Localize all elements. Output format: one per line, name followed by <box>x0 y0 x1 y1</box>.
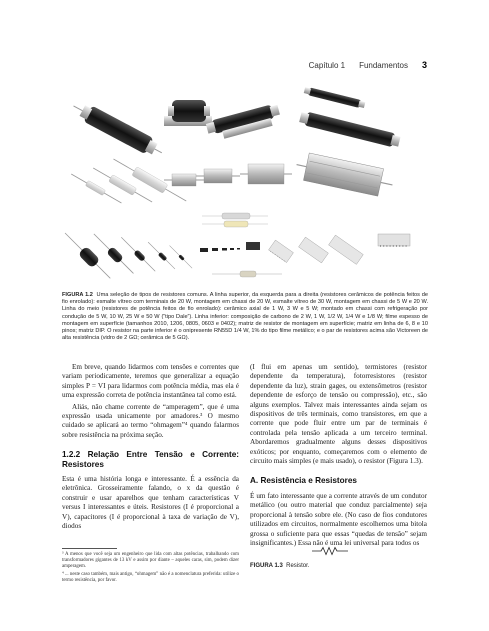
section-label: Fundamentos <box>359 61 408 70</box>
vitreous-enamel-20w-resistor <box>69 98 166 161</box>
figure-1-3-caption <box>250 563 309 569</box>
figure-1-2-text: Uma seleção de tipos de resistores comuns. A linha superior, da esquerda para a direita (resistores cerâmicos de potência feitos de fio enrolado): esmalte vítreo com terminais de 20 W, montagem em chassi de 20 W, esmalte vítreo de 30 W, montagem em chassi de 5 W e 20 W. Linha do meio (resistores de potência feitos de fio enrolado): cerâmico axial de 1 W, 3 W e 5 W; montado em chassi com refrigeração por condução de 5 W, 10 W, 25 W e 50 W (“tipo Dale”). Linha inferior: composição de carbono de 2 W, 1 W, 1/2 W, 1/4 W e 1/8 W; filme espesso de montagem em superfície (tamanhos 2010, 1206, 0805, 0603 e 0402); matriz de resistor de montagem em superfície; matriz em linha de 6, 8 e 10 pinos; matriz DIP. O resistor na parte inferior é o onipresente RN55D 1/4 W, 1% do tipo filme metálico; e o par de resistores acima são Victoreen de alta resistência (vidro de 2 GΩ; cerâmica de 5 GΩ). <box>62 292 428 342</box>
page-number: 3 <box>421 60 427 70</box>
victoreen-resistor-pair <box>202 213 268 227</box>
carbon-composition-1w-resistor <box>91 231 137 277</box>
dale-10w-resistor <box>196 169 240 183</box>
carbon-composition-quarter-watt-resistor <box>147 241 177 271</box>
vitreous-enamel-30w-resistor <box>205 103 282 142</box>
paragraph-amperage: Aliás, não chame corrente de “amperagem”, que é uma expressão usada unicamente por amadores.³ O mesmo cuidado se aplicará ao termo “ohmagem”⁴ quando falarmos sobre resistência na próxima seção. <box>62 402 239 439</box>
paragraph-ohm-law: É um fato interessante que a corrente através de um condutor metálico (ou outro material que conduz parcialmente) seja proporcional à tensão sobre ele. (No caso de fios condutores utilizados em circuitos, normalmente escolhemos uma bitola grossa o suficiente para que essas “quedas de tensão” sejam insignificantes.) Essa não é uma lei universal para todos os <box>250 491 427 547</box>
chassis-mount-20w-wide-resistor <box>299 110 401 148</box>
figure-1-2-label: FIGURA 1.2 <box>62 292 93 298</box>
figure-1-3-label: FIGURA 1.3 <box>250 563 283 569</box>
paragraph-history: Esta é uma história longa e interessante. É a essência da eletrônica. Grosseiramente falando, o x da questão é construir e usar aparelhos que tenham características V versus I interessantes e úteis. Resistores (I é proporcional a V), capacitores (I é proporcional à taxa de variação de V), diodos <box>62 475 239 531</box>
chassis-mount-5w-resistor <box>304 86 366 109</box>
section-heading-1-2-2: 1.2.2 Relação Entre Tensão e Corrente: Resistores <box>62 450 239 469</box>
resistor-assortment-photo <box>62 80 426 286</box>
carbon-composition-2w-resistor <box>62 229 115 283</box>
footnote-rule <box>62 548 117 549</box>
surface-mount-resistor-array <box>246 242 260 250</box>
figure-1-2-caption <box>62 292 428 342</box>
dale-50w-resistor <box>294 151 396 199</box>
paragraph-devices: (I flui em apenas um sentido), termistores (resistor dependente da temperatura), fotorresistores (resistor dependente da luz), strain gages, ou extensômetros (resistor dependente de esforço de tensão ou compressão), etc., são alguns exemplos. Talvez mais interessantes ainda sejam os dispositivos de três terminais, como transistores, em que a corrente que pode fluir entre um par de terminais é controlada pela tensão aplicada a um terceiro terminal. Abordaremos gradualmente alguns desses dispositivos exóticos; por enquanto, começaremos com o elemento de circuito mais simples (e mais usado), o resistor (Figura 1.3). <box>250 363 427 466</box>
right-column <box>250 363 427 548</box>
sip-resistor-networks <box>269 235 364 264</box>
carbon-composition-eighth-watt-resistor <box>168 244 193 269</box>
dip-resistor-network <box>378 234 410 246</box>
chapter-label: Capítulo 1 <box>308 61 346 70</box>
figure-1-3-text: Resistor. <box>286 563 310 569</box>
paragraph-power: Em breve, quando lidarmos com tensões e correntes que variam periodicamente, teremos que generalizar a equação simples P = VI para lidarmos com potência média, mas ela é uma expressão correta de potência instantânea tal como está. <box>62 363 239 400</box>
footnote-3: ³ A menos que você seja um engenheiro que lida com altas potências, trabalhando com transformadores gigantes de 13 kV e assim por diante – aqueles caras, sim, podem dizer amperagem. <box>62 552 239 570</box>
carbon-composition-half-watt-resistor <box>119 235 157 273</box>
dale-25w-resistor <box>240 164 292 184</box>
rn55d-resistor <box>212 271 282 277</box>
axial-ceramic-3w-resistor <box>91 165 154 206</box>
surface-mount-chip-resistors <box>200 248 240 252</box>
footnote-4: ⁴ ... neste caso também, mais antigo, “ohmagem” não é a nomenclatura preferida: utilize o termo resistência, por favor. <box>62 572 239 584</box>
left-column <box>62 363 239 532</box>
running-header <box>309 60 427 70</box>
chassis-mount-20w-resistor <box>164 100 212 126</box>
section-heading-resistance: A. Resistência e Resistores <box>250 476 357 486</box>
resistor-symbol-icon <box>312 546 348 556</box>
